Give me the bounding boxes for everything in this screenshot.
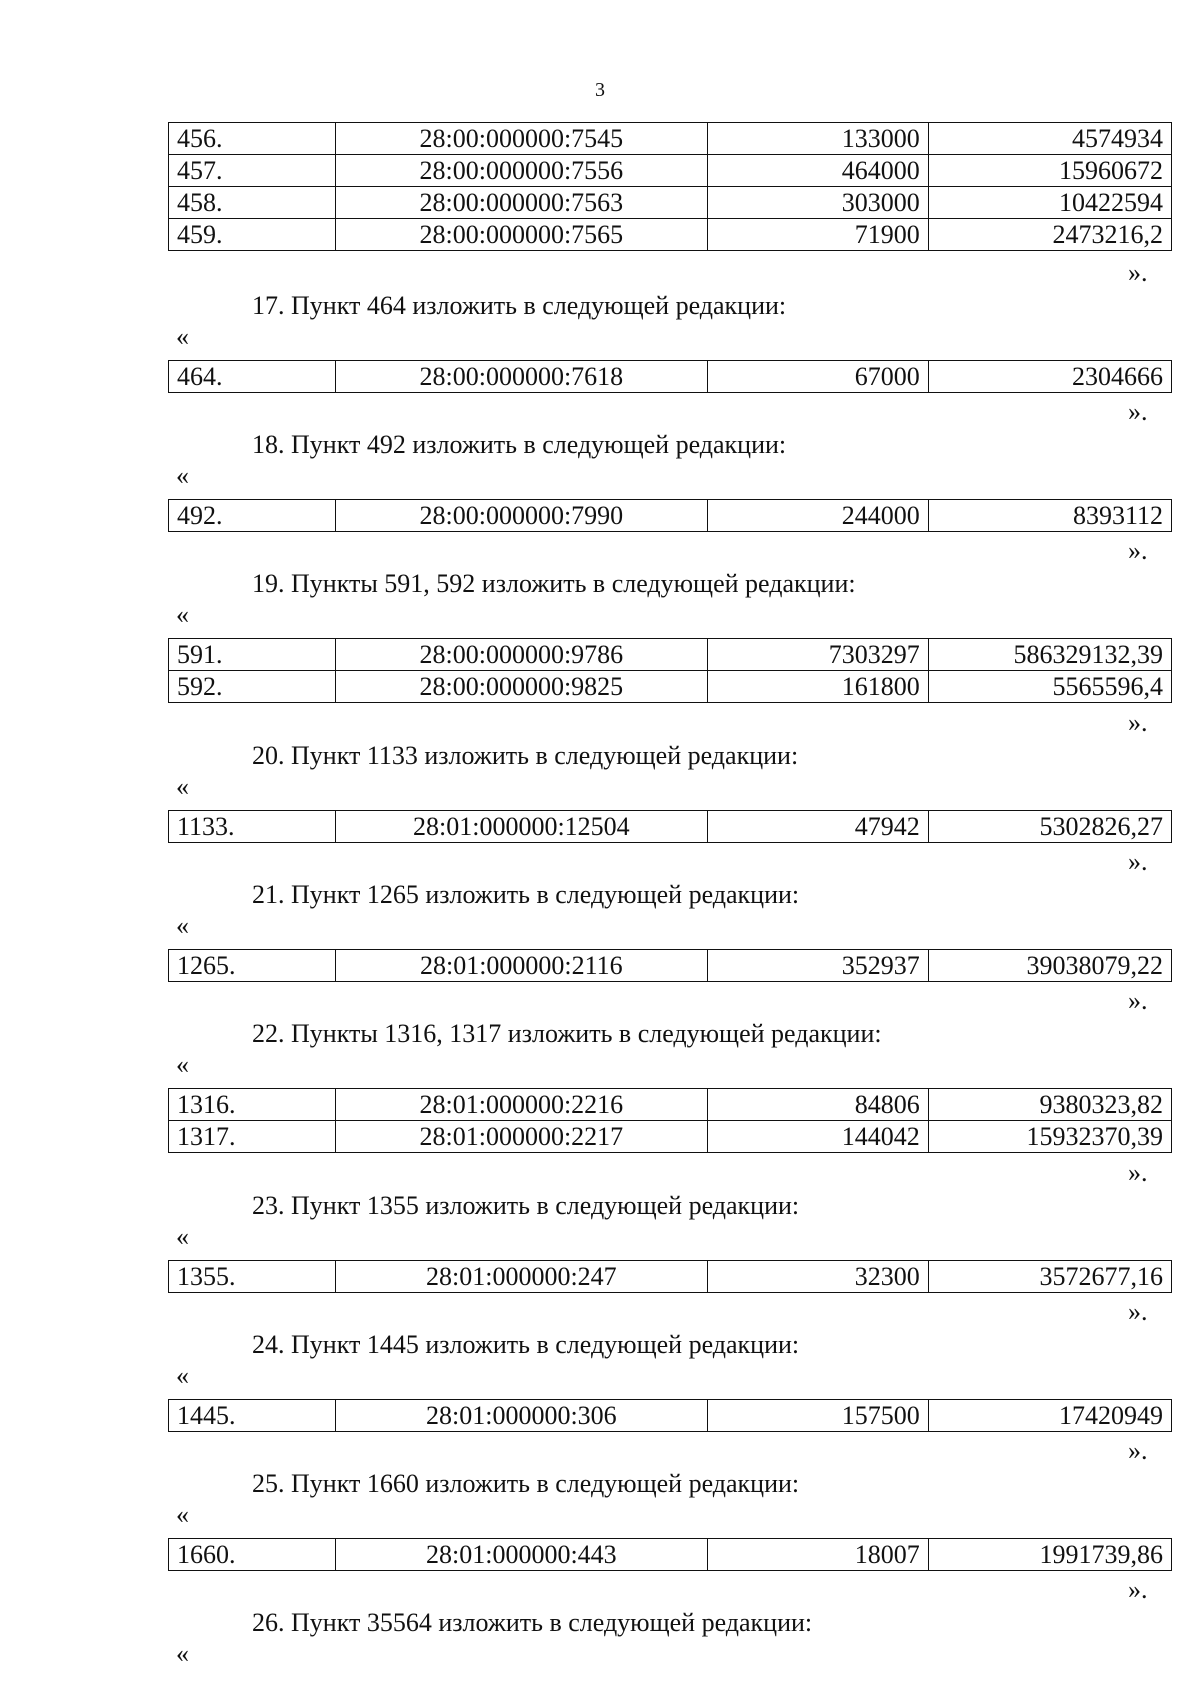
closing-quote: ». xyxy=(1128,1297,1148,1326)
closing-quote: ». xyxy=(1128,536,1148,565)
parcel-table xyxy=(168,1260,1172,1293)
amendment-heading: 20. Пункт 1133 изложить в следующей редакции: xyxy=(252,741,799,770)
area-value: 7303297 xyxy=(707,639,928,671)
cost-value: 17420949 xyxy=(928,1400,1171,1432)
cost-value: 586329132,39 xyxy=(928,639,1171,671)
cost-value: 3572677,16 xyxy=(928,1261,1171,1293)
cadastral-number: 28:00:000000:9825 xyxy=(336,671,707,703)
parcel-table xyxy=(168,1088,1172,1153)
item-number: 1355. xyxy=(169,1261,336,1293)
cadastral-number: 28:01:000000:12504 xyxy=(336,811,707,843)
item-number: 457. xyxy=(169,155,336,187)
cost-value: 5302826,27 xyxy=(928,811,1171,843)
table-row xyxy=(169,1089,1172,1121)
amendment-heading: 19. Пункты 591, 592 изложить в следующей редакции: xyxy=(252,569,856,598)
area-value: 47942 xyxy=(707,811,928,843)
parcel-table xyxy=(168,499,1172,532)
opening-quote: « xyxy=(176,461,189,490)
amendment-heading: 17. Пункт 464 изложить в следующей редакции: xyxy=(252,291,787,320)
item-number: 1133. xyxy=(169,811,336,843)
amendment-heading: 25. Пункт 1660 изложить в следующей редакции: xyxy=(252,1469,800,1498)
opening-quote: « xyxy=(176,1500,189,1529)
parcel-table xyxy=(168,1399,1172,1432)
cadastral-number: 28:00:000000:7565 xyxy=(336,219,707,251)
item-number: 1317. xyxy=(169,1121,336,1153)
parcel-table xyxy=(168,638,1172,703)
cost-value: 1991739,86 xyxy=(928,1539,1171,1571)
table-row xyxy=(169,500,1172,532)
opening-quote: « xyxy=(176,600,189,629)
area-value: 157500 xyxy=(707,1400,928,1432)
parcel-table xyxy=(168,1538,1172,1571)
cadastral-number: 28:01:000000:306 xyxy=(336,1400,707,1432)
amendment-heading: 24. Пункт 1445 изложить в следующей редакции: xyxy=(252,1330,800,1359)
cost-value: 5565596,4 xyxy=(928,671,1171,703)
cadastral-number: 28:00:000000:7618 xyxy=(336,361,707,393)
parcel-table xyxy=(168,360,1172,393)
closing-quote: ». xyxy=(1128,986,1148,1015)
area-value: 67000 xyxy=(707,361,928,393)
area-value: 303000 xyxy=(707,187,928,219)
opening-quote: « xyxy=(176,1639,189,1668)
table-row xyxy=(169,639,1172,671)
opening-quote: « xyxy=(176,911,189,940)
area-value: 464000 xyxy=(707,155,928,187)
table-row xyxy=(169,361,1172,393)
table-row xyxy=(169,219,1172,251)
table-row xyxy=(169,1400,1172,1432)
cadastral-number: 28:00:000000:7545 xyxy=(336,123,707,155)
table-row xyxy=(169,187,1172,219)
amendment-heading: 22. Пункты 1316, 1317 изложить в следующей редакции: xyxy=(252,1019,882,1048)
parcel-table xyxy=(168,810,1172,843)
amendment-heading: 23. Пункт 1355 изложить в следующей редакции: xyxy=(252,1191,800,1220)
opening-quote: « xyxy=(176,1222,189,1251)
item-number: 456. xyxy=(169,123,336,155)
area-value: 144042 xyxy=(707,1121,928,1153)
parcel-table xyxy=(168,949,1172,982)
area-value: 18007 xyxy=(707,1539,928,1571)
cadastral-number: 28:01:000000:2116 xyxy=(336,950,707,982)
cadastral-number: 28:01:000000:2216 xyxy=(336,1089,707,1121)
opening-quote: « xyxy=(176,772,189,801)
opening-quote: « xyxy=(176,322,189,351)
opening-quote: « xyxy=(176,1050,189,1079)
cadastral-number: 28:01:000000:247 xyxy=(336,1261,707,1293)
table-row xyxy=(169,950,1172,982)
item-number: 592. xyxy=(169,671,336,703)
cadastral-number: 28:00:000000:9786 xyxy=(336,639,707,671)
item-number: 591. xyxy=(169,639,336,671)
closing-quote: ». xyxy=(1128,1575,1148,1604)
item-number: 464. xyxy=(169,361,336,393)
closing-quote: ». xyxy=(1128,397,1148,426)
cadastral-number: 28:01:000000:443 xyxy=(336,1539,707,1571)
item-number: 1445. xyxy=(169,1400,336,1432)
table-row xyxy=(169,1261,1172,1293)
item-number: 1660. xyxy=(169,1539,336,1571)
closing-quote: ». xyxy=(1128,1158,1148,1187)
cost-value: 2304666 xyxy=(928,361,1171,393)
area-value: 84806 xyxy=(707,1089,928,1121)
table-row xyxy=(169,811,1172,843)
closing-quote: ». xyxy=(1128,847,1148,876)
closing-quote: ». xyxy=(1128,1436,1148,1465)
cadastral-number: 28:01:000000:2217 xyxy=(336,1121,707,1153)
cost-value: 8393112 xyxy=(928,500,1171,532)
amendment-heading: 26. Пункт 35564 изложить в следующей редакции: xyxy=(252,1608,813,1637)
table-row xyxy=(169,155,1172,187)
amendment-heading: 18. Пункт 492 изложить в следующей редакции: xyxy=(252,430,787,459)
item-number: 492. xyxy=(169,500,336,532)
cadastral-number: 28:00:000000:7556 xyxy=(336,155,707,187)
area-value: 352937 xyxy=(707,950,928,982)
area-value: 161800 xyxy=(707,671,928,703)
table-row xyxy=(169,1539,1172,1571)
cost-value: 15960672 xyxy=(928,155,1171,187)
page-number: 3 xyxy=(595,79,605,101)
opening-quote: « xyxy=(176,1361,189,1390)
cost-value: 10422594 xyxy=(928,187,1171,219)
area-value: 71900 xyxy=(707,219,928,251)
area-value: 32300 xyxy=(707,1261,928,1293)
cost-value: 15932370,39 xyxy=(928,1121,1171,1153)
cost-value: 2473216,2 xyxy=(928,219,1171,251)
cadastral-number: 28:00:000000:7563 xyxy=(336,187,707,219)
cost-value: 9380323,82 xyxy=(928,1089,1171,1121)
table-row xyxy=(169,123,1172,155)
item-number: 1316. xyxy=(169,1089,336,1121)
cost-value: 39038079,22 xyxy=(928,950,1171,982)
area-value: 133000 xyxy=(707,123,928,155)
table-row xyxy=(169,671,1172,703)
amendment-heading: 21. Пункт 1265 изложить в следующей редакции: xyxy=(252,880,800,909)
item-number: 1265. xyxy=(169,950,336,982)
item-number: 458. xyxy=(169,187,336,219)
cadastral-number: 28:00:000000:7990 xyxy=(336,500,707,532)
parcel-table xyxy=(168,122,1172,251)
cost-value: 4574934 xyxy=(928,123,1171,155)
area-value: 244000 xyxy=(707,500,928,532)
closing-quote: ». xyxy=(1128,708,1148,737)
closing-quote: ». xyxy=(1128,258,1148,287)
table-row xyxy=(169,1121,1172,1153)
item-number: 459. xyxy=(169,219,336,251)
